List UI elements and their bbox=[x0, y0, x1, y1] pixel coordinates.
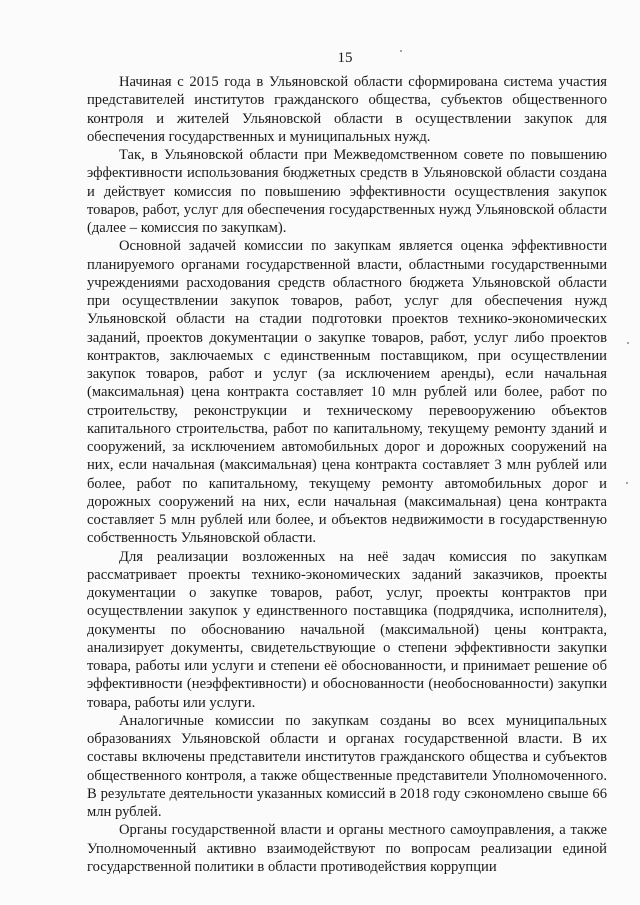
paragraph-6: Органы государственной власти и органы местного самоуправления, а также Уполномоченный активно взаимодействуют по вопросам реализации единой государственной политики в области противодействия коррупции bbox=[87, 822, 607, 875]
paragraph-3: Основной задачей комиссии по закупкам является оценка эффективности планируемого органами государственной власти, областными государственными учреждениями расходования средств областного бюджета Ульяновской области при осуществлении закупок товаров, работ, услуг для обеспечения нужд Ульяновской области на стадии подготовки проектов технико-экономических заданий, проектов документации о закупке товаров, работ, услуг либо проектов контрактов, заключаемых с единственным поставщиком, при осуществлении закупок товаров, работ и услуг (за исключением аренды), если начальная (максимальная) цена контракта составляет 10 млн рублей или более, работ по строительству, реконструкции и техническому перевооружению объектов капитального строительства, работ по капитальному, текущему ремонту зданий и сооружений, за исключением автомобильных дорог и дорожных сооружений на них, если начальная (максимальная) цена контракта составляет 3 млн рублей или более, работ по капитальному, текущему ремонту автомобильных дорог и дорожных сооружений на них, если начальная (максимальная) цена контракта составляет 5 млн рублей или более, и объектов недвижимости в государственную собственность Ульяновской области. bbox=[87, 238, 607, 547]
scan-speck bbox=[627, 342, 629, 344]
scan-speck bbox=[400, 50, 402, 52]
paragraph-4: Для реализации возложенных на неё задач комиссия по закупкам рассматривает проекты технико-экономических заданий заказчиков, проекты документации о закупке товаров, работ, услуг, проекты контрактов при осуществлении закупок у единственного поставщика (подрядчика, исполнителя), документы по обоснованию начальной (максимальной) цены контракта, анализирует документы, свидетельствующие о степени эффективности закупки товара, работы или услуги и степени её обоснованности, и принимает решение об эффективности (неэффективности) и обоснованности (необоснованности) закупки товара, работы или услуги. bbox=[87, 548, 607, 711]
document-body bbox=[87, 73, 607, 876]
page-number: 15 bbox=[337, 50, 353, 66]
paragraph-1: Начиная с 2015 года в Ульяновской области сформирована система участия представителей институтов гражданского общества, субъектов общественного контроля и жителей Ульяновской области в осуществлении закупок для обеспечения государственных и муниципальных нужд. bbox=[87, 74, 607, 145]
paragraph-5: Аналогичные комиссии по закупкам созданы во всех муниципальных образованиях Ульяновской области и органах государственной власти. В их составы включены представители институтов гражданского общества и субъектов общественного контроля, а также общественные представители Уполномоченного. В результате деятельности указанных комиссий в 2018 году сэкономлено свыше 66 млн рублей. bbox=[87, 712, 607, 820]
scan-speck bbox=[626, 482, 628, 484]
paragraph-2: Так, в Ульяновской области при Межведомственном совете по повышению эффективности использования бюджетных средств в Ульяновской области создана и действует комиссия по повышению эффективности осуществления закупок товаров, работ, услуг для обеспечения государственных нужд Ульяновской области (далее – комиссия по закупкам). bbox=[87, 147, 607, 236]
